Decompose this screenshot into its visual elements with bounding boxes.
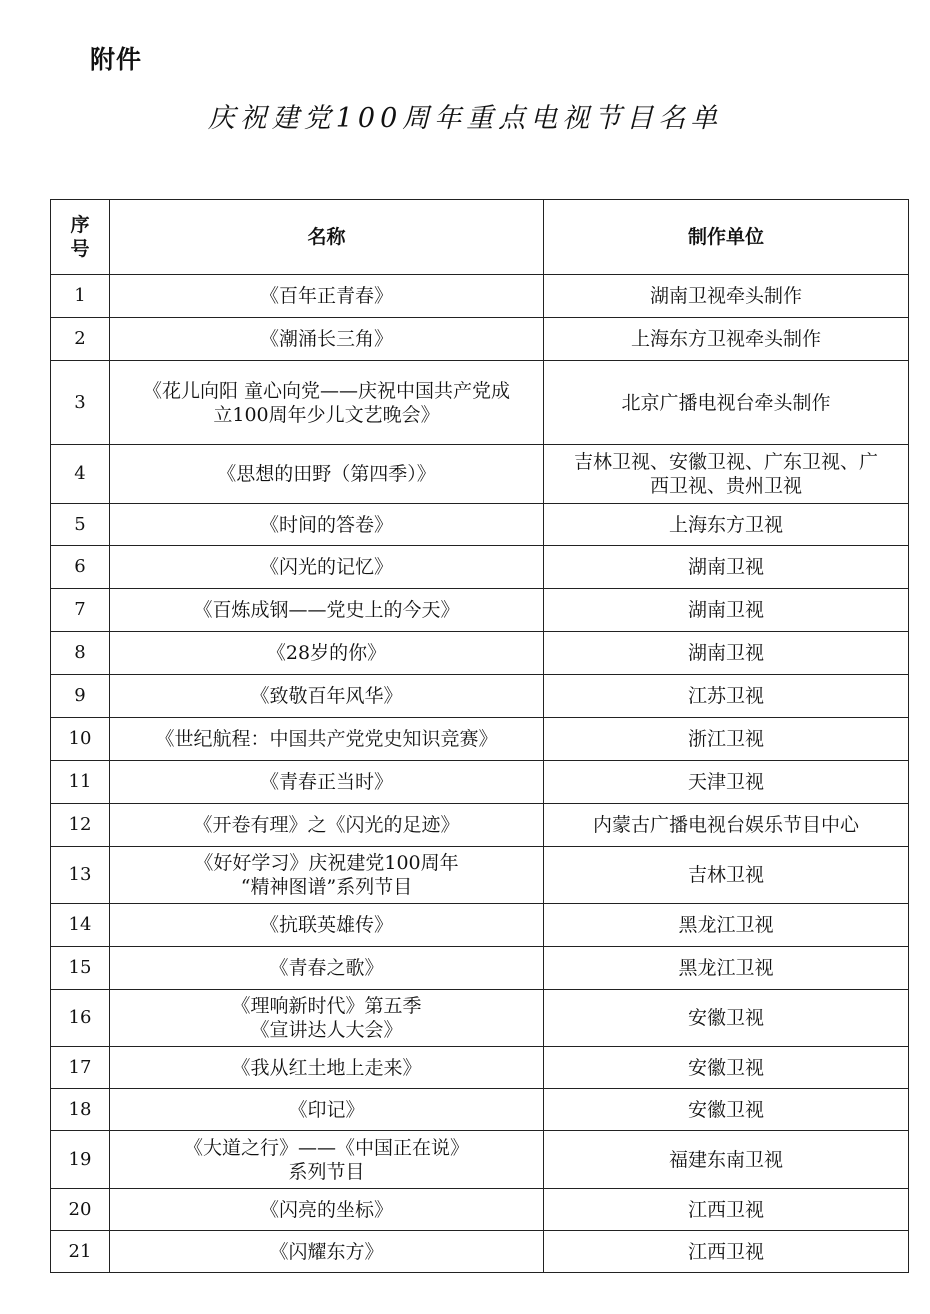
row-index: 18 <box>51 1089 110 1131</box>
program-name-line: 《开卷有理》之《闪光的足迹》 <box>193 814 460 836</box>
producer-cell <box>544 804 909 847</box>
program-name-line: 立100周年少儿文艺晚会》 <box>213 403 440 426</box>
producer-line: 天津卫视 <box>687 771 764 793</box>
row-index: 15 <box>51 947 110 990</box>
index-header-char: 序 <box>70 214 90 236</box>
program-name-cell <box>110 361 544 445</box>
table-row <box>51 675 909 718</box>
program-name-cell <box>110 1047 544 1089</box>
row-index: 1 <box>51 275 110 318</box>
producer-cell <box>544 275 909 318</box>
producer-line: 湖南卫视 <box>687 556 764 578</box>
producer-cell <box>544 546 909 589</box>
producer-cell <box>544 504 909 546</box>
producer-cell <box>544 675 909 718</box>
table-row <box>51 1047 909 1089</box>
table-row <box>51 761 909 804</box>
program-name-line: 《花儿向阳 童心向党——庆祝中国共产党成 <box>142 379 511 402</box>
program-name-cell <box>110 718 544 761</box>
program-name-cell <box>110 1131 544 1189</box>
program-name-line: 《青春正当时》 <box>259 771 393 793</box>
producer-line: 吉林卫视 <box>687 864 764 886</box>
program-name-cell <box>110 632 544 675</box>
producer-cell <box>544 1189 909 1231</box>
program-name-cell <box>110 804 544 847</box>
row-index: 20 <box>51 1189 110 1231</box>
program-name-line: 《好好学习》庆祝建党100周年 <box>194 852 459 874</box>
program-name-line: 《我从红土地上走来》 <box>231 1056 422 1079</box>
table-row <box>51 589 909 632</box>
table-row <box>51 445 909 504</box>
program-name-cell <box>110 445 544 504</box>
producer-cell <box>544 990 909 1047</box>
program-name-line: 《青春之歌》 <box>269 957 384 979</box>
table-row <box>51 990 909 1047</box>
program-name-line: 《思想的田野（第四季）》 <box>217 463 436 485</box>
producer-line: 吉林卫视、安徽卫视、广东卫视、广 <box>573 451 878 473</box>
producer-cell <box>544 1089 909 1131</box>
index-header-char: 号 <box>70 238 90 260</box>
producer-cell <box>544 847 909 904</box>
producer-cell <box>544 318 909 361</box>
program-name-line: 《抗联英雄传》 <box>259 914 393 936</box>
producer-cell <box>544 1231 909 1273</box>
program-name-cell <box>110 990 544 1047</box>
producer-line: 黑龙江卫视 <box>678 914 774 936</box>
program-name-cell <box>110 275 544 318</box>
producer-line: 黑龙江卫视 <box>678 957 774 979</box>
table-row <box>51 546 909 589</box>
program-name-line: 《世纪航程：中国共产党党史知识竞赛》 <box>155 728 498 750</box>
program-name-line: 《宣讲达人大会》 <box>250 1019 403 1041</box>
producer-line: 安徽卫视 <box>687 1056 764 1079</box>
program-name-line: 《潮涌长三角》 <box>259 328 393 350</box>
row-index: 12 <box>51 804 110 847</box>
producer-line: 上海东方卫视 <box>668 513 783 536</box>
row-index: 13 <box>51 847 110 904</box>
program-name-line: 《闪耀东方》 <box>269 1240 384 1263</box>
table-row <box>51 1089 909 1131</box>
program-name-line: 《印记》 <box>288 1098 365 1121</box>
program-name-cell <box>110 504 544 546</box>
unit-column-header: 制作单位 <box>544 200 909 275</box>
producer-cell <box>544 1131 909 1189</box>
producer-line: 北京广播电视台牵头制作 <box>621 391 831 414</box>
table-row <box>51 718 909 761</box>
table-body <box>51 275 909 1273</box>
producer-line: 安徽卫视 <box>687 1098 764 1121</box>
producer-cell <box>544 718 909 761</box>
name-column-header: 名称 <box>110 200 544 275</box>
table-row <box>51 904 909 947</box>
program-name-cell <box>110 1189 544 1231</box>
table-row <box>51 1189 909 1231</box>
program-name-line: 《闪光的记忆》 <box>259 556 393 578</box>
table-row <box>51 947 909 990</box>
program-name-line: 《28岁的你》 <box>266 642 387 664</box>
producer-cell <box>544 589 909 632</box>
producer-cell <box>544 947 909 990</box>
row-index: 4 <box>51 445 110 504</box>
index-header-text <box>70 214 89 260</box>
producer-line: 江西卫视 <box>687 1198 764 1221</box>
producer-line: 湖南卫视 <box>687 599 764 621</box>
table-row <box>51 1231 909 1273</box>
producer-line: 浙江卫视 <box>687 728 764 750</box>
program-name-cell <box>110 947 544 990</box>
program-name-cell <box>110 675 544 718</box>
row-index: 14 <box>51 904 110 947</box>
producer-line: 湖南卫视牵头制作 <box>649 285 802 307</box>
row-index: 16 <box>51 990 110 1047</box>
row-index: 5 <box>51 504 110 546</box>
row-index: 3 <box>51 361 110 445</box>
table-row <box>51 847 909 904</box>
producer-cell <box>544 1047 909 1089</box>
program-name-line: 《大道之行》——《中国正在说》 <box>183 1136 469 1159</box>
producer-line: 西卫视、贵州卫视 <box>649 475 802 497</box>
program-name-cell <box>110 546 544 589</box>
program-table <box>50 199 909 1273</box>
producer-line: 上海东方卫视牵头制作 <box>630 328 821 350</box>
row-index: 9 <box>51 675 110 718</box>
producer-cell <box>544 445 909 504</box>
table-row <box>51 275 909 318</box>
table-row <box>51 361 909 445</box>
producer-line: 湖南卫视 <box>687 642 764 664</box>
program-name-cell <box>110 847 544 904</box>
program-name-line: 《时间的答卷》 <box>259 513 393 536</box>
producer-cell <box>544 361 909 445</box>
program-name-line: 《闪亮的坐标》 <box>259 1198 393 1221</box>
table-row <box>51 804 909 847</box>
program-name-cell <box>110 904 544 947</box>
index-column-header <box>51 200 110 275</box>
producer-line: 江西卫视 <box>687 1240 764 1263</box>
table-header-row <box>51 200 909 275</box>
row-index: 7 <box>51 589 110 632</box>
program-name-line: 系列节目 <box>288 1160 365 1183</box>
row-index: 17 <box>51 1047 110 1089</box>
program-name-line: 《理响新时代》第五季 <box>231 995 422 1017</box>
row-index: 11 <box>51 761 110 804</box>
producer-line: 江苏卫视 <box>687 685 764 707</box>
row-index: 8 <box>51 632 110 675</box>
producer-line: 福建东南卫视 <box>668 1148 783 1171</box>
program-name-cell <box>110 318 544 361</box>
producer-line: 内蒙古广播电视台娱乐节目中心 <box>592 814 859 836</box>
producer-cell <box>544 761 909 804</box>
table-row <box>51 318 909 361</box>
row-index: 6 <box>51 546 110 589</box>
row-index: 2 <box>51 318 110 361</box>
program-name-line: “精神图谱”系列节目 <box>240 876 413 898</box>
program-name-cell <box>110 761 544 804</box>
program-name-line: 《致敬百年风华》 <box>250 685 403 707</box>
row-index: 19 <box>51 1131 110 1189</box>
producer-cell <box>544 632 909 675</box>
table-row <box>51 1131 909 1189</box>
program-name-cell <box>110 589 544 632</box>
program-name-cell <box>110 1089 544 1131</box>
table-row <box>51 632 909 675</box>
program-name-cell <box>110 1231 544 1273</box>
table-row <box>51 504 909 546</box>
producer-cell <box>544 904 909 947</box>
attachment-label: 附件 <box>90 45 143 74</box>
row-index: 21 <box>51 1231 110 1273</box>
producer-line: 安徽卫视 <box>687 1007 764 1029</box>
document-title: 庆祝建党100周年重点电视节目名单 <box>207 103 723 134</box>
row-index: 10 <box>51 718 110 761</box>
program-name-line: 《百年正青春》 <box>259 285 393 307</box>
program-name-line: 《百炼成钢——党史上的今天》 <box>193 599 460 621</box>
